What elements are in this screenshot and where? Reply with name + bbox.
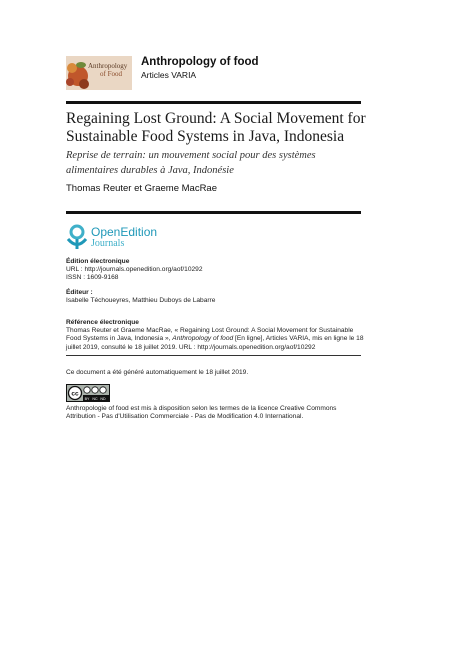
article-subtitle: Reprise de terrain: un mouvement social pour des systèmes alimentaires durables à Java, Indonésie xyxy=(66,150,316,176)
openedition-logo[interactable] xyxy=(66,224,186,252)
reference-block xyxy=(66,319,366,352)
edition-label: Édition électronique xyxy=(66,258,130,265)
journal-title: Anthropology of food xyxy=(141,56,259,68)
generated-note: Ce document a été généré automatiquement le 18 juillet 2019. xyxy=(66,369,249,376)
openedition-journals: Journals xyxy=(91,238,125,249)
edition-url[interactable]: URL : http://journals.openedition.org/aof/10292 xyxy=(66,266,203,274)
publisher-names: Isabelle Téchoueyres, Matthieu Duboys de Labarre xyxy=(66,297,216,305)
edition-block xyxy=(66,258,366,283)
journal-logo-text xyxy=(88,62,132,78)
reference-text-after: [En ligne], Articles VARIA, mis en ligne le 18 juillet 2019, consulté le 18 juillet 2019. URL : http://journals.openedition.org/aof/10292 xyxy=(66,335,364,351)
cc-label-nd: ND xyxy=(100,397,106,401)
bottom-divider xyxy=(66,355,361,356)
top-divider xyxy=(66,101,361,104)
publisher-block xyxy=(66,289,366,305)
middle-divider xyxy=(66,211,361,214)
publisher-label: Éditeur : xyxy=(66,289,93,296)
cc-by-nc-nd-icon xyxy=(67,385,109,401)
svg-text:cc: cc xyxy=(71,390,79,398)
cc-label-nc: NC xyxy=(92,397,98,401)
article-authors: Thomas Reuter et Graeme MacRae xyxy=(66,183,218,194)
license-text: Anthropologie of food est mis à disposition selon les termes de la licence Creative Commons Attribution - Pas d'Utilisation Commerciale - Pas de Modification 4.0 International. xyxy=(66,405,337,421)
reference-label: Référence électronique xyxy=(66,319,139,326)
article-title: Regaining Lost Ground: A Social Movement for Sustainable Food Systems in Java, Indonesia xyxy=(66,110,366,145)
logo-line-1: Anthropology xyxy=(88,62,128,70)
cc-label-by: BY xyxy=(84,397,90,401)
reference-text-before: Thomas Reuter et Graeme MacRae, « Regaining Lost Ground: A Social Movement for Sustainable Food Systems in Java, Indonesia », xyxy=(66,327,354,343)
reference-journal: Anthropology of food xyxy=(172,335,234,343)
edition-issn: ISSN : 1609-9168 xyxy=(66,274,119,282)
journal-logo xyxy=(66,56,132,90)
reference-text xyxy=(66,327,366,352)
cc-license-badge[interactable] xyxy=(66,384,110,402)
journal-section: Articles VARIA xyxy=(141,70,197,80)
openedition-name: OpenEdition xyxy=(91,225,158,239)
openedition-icon xyxy=(66,224,88,250)
logo-line-2: of Food xyxy=(100,70,122,78)
